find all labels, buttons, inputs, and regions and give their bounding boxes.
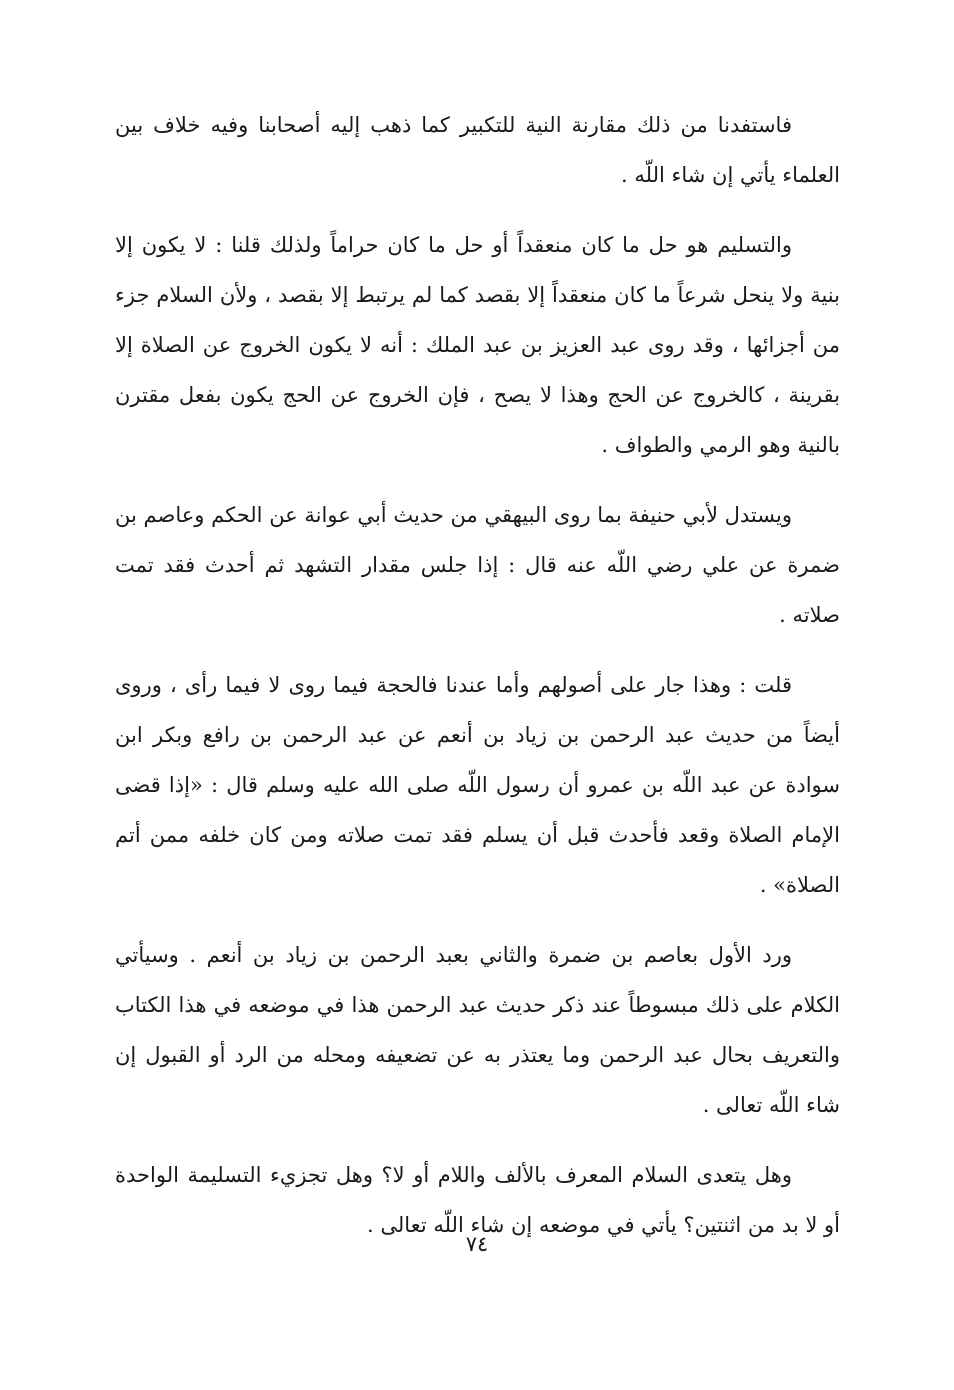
paragraph-1: فاستفدنا من ذلك مقارنة النية للتكبير كما ذهب إليه أصحابنا وفيه خلاف بين العلماء يأتي إن شاء اللّه .	[115, 113, 840, 187]
paragraph-2: والتسليم هو حل ما كان منعقداً أو حل ما كان حراماً ولذلك قلنا : لا يكون إلا بنية ولا ينحل شرعاً ما كان منعقداً إلا بقصد كما لم يرتبط إلا بقصد ، ولأن السلام جزء من أجزائها ، وقد روى عبد العزيز بن عبد الملك : أنه لا يكون الخروج عن الصلاة إلا بقرينة ، كالخروج عن الحج وهذا لا يصح ، فإن الخروج عن الحج يكون بفعل مقترن بالنية وهو الرمي والطواف .	[115, 233, 840, 457]
paragraph-6: وهل يتعدى السلام المعرف بالألف واللام أو لا؟ وهل تجزيء التسليمة الواحدة أو لا بد من اثنتين؟ يأتي في موضعه إن شاء اللّه تعالى .	[115, 1163, 840, 1237]
paragraph-4: قلت : وهذا جار على أصولهم وأما عندنا فالحجة فيما روى لا فيما رأى ، وروى أيضاً من حديث عبد الرحمن بن زياد بن أنعم عن عبد الرحمن بن رافع وبكر ابن سوادة عن عبد اللّه بن عمرو أن رسول اللّه صلى الله عليه وسلم قال : «إذا قضى الإمام الصلاة وقعد فأحدث قبل أن يسلم فقد تمت صلاته ومن كان خلفه ممن أتم الصلاة» .	[115, 673, 840, 897]
paragraph-3: ويستدل لأبي حنيفة بما روى البيهقي من حديث أبي عوانة عن الحكم وعاصم بن ضمرة عن علي رضي اللّه عنه قال : إذا جلس مقدار التشهد ثم أحدث فقد تمت صلاته .	[115, 503, 840, 627]
paragraph-5: ورد الأول بعاصم بن ضمرة والثاني بعبد الرحمن بن زياد بن أنعم . وسيأتي الكلام على ذلك مبسوطاً عند ذكر حديث عبد الرحمن هذا في موضعه في هذا الكتاب والتعريف بحال عبد الرحمن وما يعتذر به عن تضعيفه ومحله من الرد أو القبول إن شاء اللّه تعالى .	[115, 943, 840, 1117]
page-number: ٧٤	[465, 1232, 489, 1256]
page-body	[115, 100, 840, 1270]
